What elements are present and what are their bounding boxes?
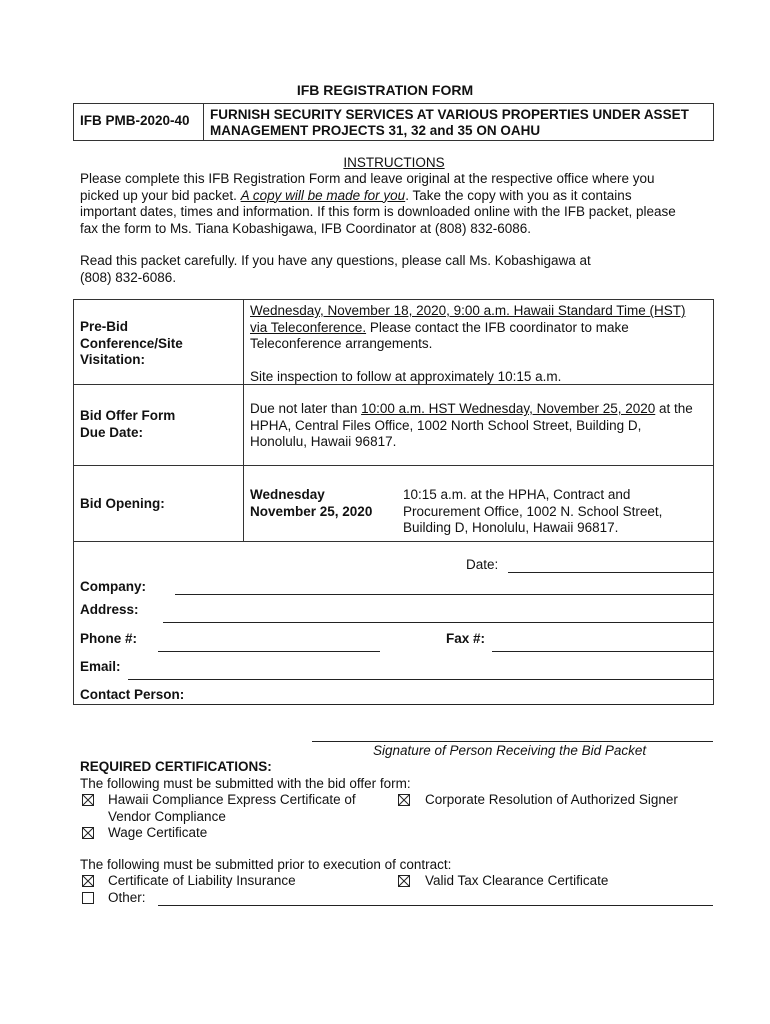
with-bid-intro: The following must be submitted with the bid offer form: <box>80 776 411 791</box>
check-x-icon <box>83 876 93 886</box>
other-label: Other: <box>108 890 146 905</box>
copy-note: A copy will be made for you <box>240 187 406 203</box>
corporate-resolution-label: Corporate Resolution of Authorized Signer <box>425 792 678 807</box>
signature-caption: Signature of Person Receiving the Bid Packet <box>373 743 647 758</box>
phone-label: Phone #: <box>80 631 138 646</box>
check-x-icon <box>83 828 93 838</box>
fax-field[interactable] <box>492 651 713 652</box>
check-x-icon <box>399 876 409 886</box>
email-label: Email: <box>80 659 121 674</box>
due-line1 <box>250 401 693 418</box>
checkbox-wage-certificate[interactable] <box>82 827 94 839</box>
due-line3: Honolulu, Hawaii 96817. <box>250 434 397 449</box>
contact-person-field[interactable] <box>190 704 713 705</box>
opening-line3: Building D, Honolulu, Hawaii 96817. <box>403 520 619 535</box>
schedule-divider <box>243 299 244 541</box>
due-deadline: 10:00 a.m. HST Wednesday, November 25, 2020 <box>361 401 656 416</box>
date-field[interactable] <box>508 572 713 573</box>
prebid-line3: Teleconference arrangements. <box>250 336 433 351</box>
opening-line2: Procurement Office, 1002 N. School Street, <box>403 503 663 519</box>
email-field[interactable] <box>128 679 713 680</box>
signature-line[interactable] <box>312 741 713 742</box>
prebid-label-2: Conference/Site <box>80 335 183 351</box>
checkbox-liability-insurance[interactable] <box>82 875 94 887</box>
prebid-label-1: Pre-Bid <box>80 319 129 334</box>
due-date-details <box>250 401 693 451</box>
opening-day: Wednesday <box>250 487 325 502</box>
schedule-row-sep-2 <box>73 465 714 466</box>
prebid-details <box>250 303 685 385</box>
company-label: Company: <box>80 579 147 594</box>
wage-certificate-label: Wage Certificate <box>108 825 208 840</box>
date-label: Date: <box>466 557 499 572</box>
instructions-heading: INSTRUCTIONS <box>343 155 445 170</box>
fax-label: Fax #: <box>446 631 486 646</box>
company-field[interactable] <box>175 594 713 595</box>
prebid-line2 <box>250 320 685 337</box>
checkbox-other[interactable] <box>82 892 94 904</box>
check-x-icon <box>399 795 409 805</box>
check-x-icon <box>83 795 93 805</box>
checkbox-corporate-resolution[interactable] <box>398 794 410 806</box>
instructions-p1-line2-a: picked up your bid packet. <box>80 187 241 203</box>
prebid-line1: Wednesday, November 18, 2020, 9:00 a.m. Hawaii Standard Time (HST) <box>250 303 686 318</box>
prior-intro: The following must be submitted prior to execution of contract: <box>80 857 452 872</box>
bid-opening-details <box>403 487 662 537</box>
prebid-label <box>80 319 183 369</box>
instructions-p1-line4: fax the form to Ms. Tiana Kobashigawa, IFB Coordinator at (808) 832-6086. <box>80 220 531 236</box>
instructions-p2-line1: Read this packet carefully. If you have any questions, please call Ms. Kobashigawa at <box>80 253 591 268</box>
prebid-teleconference: via Teleconference. <box>250 319 367 335</box>
instructions-paragraph-2 <box>80 253 720 286</box>
other-field[interactable] <box>158 905 713 906</box>
hce-certificate-label <box>108 792 356 825</box>
instructions-p1-line3: important dates, times and information. If this form is downloaded online with the IFB packet, please <box>80 204 676 219</box>
instructions-p1-line2-c: . Take the copy with you as it contains <box>405 187 632 203</box>
ifb-header-divider <box>203 103 204 141</box>
address-field[interactable] <box>163 622 713 623</box>
tax-clearance-label: Valid Tax Clearance Certificate <box>425 873 609 888</box>
instructions-p1-line1: Please complete this IFB Registration Form and leave original at the respective office where you <box>80 171 655 186</box>
due-line1-a: Due not later than <box>250 401 362 416</box>
form-title: IFB REGISTRATION FORM <box>296 82 474 98</box>
hce-label-1: Hawaii Compliance Express Certificate of <box>108 792 356 807</box>
opening-line1: 10:15 a.m. at the HPHA, Contract and <box>403 487 631 502</box>
instructions-p2-line2: (808) 832-6086. <box>80 269 177 285</box>
schedule-row-sep-3 <box>73 541 714 542</box>
certifications-heading: REQUIRED CERTIFICATIONS: <box>80 759 272 774</box>
instructions-p1-line2 <box>80 188 720 205</box>
due-label-2: Due Date: <box>80 424 144 440</box>
address-label: Address: <box>80 602 139 617</box>
prebid-line2-b: Please contact the IFB coordinator to make <box>366 319 629 335</box>
bid-opening-date <box>250 487 372 520</box>
liability-insurance-label: Certificate of Liability Insurance <box>108 873 296 888</box>
ifb-number: IFB PMB-2020-40 <box>80 113 190 128</box>
phone-field[interactable] <box>158 651 380 652</box>
bid-opening-label: Bid Opening: <box>80 496 165 511</box>
contact-person-label: Contact Person: <box>80 687 185 702</box>
due-date-label <box>80 408 175 441</box>
prebid-line4: Site inspection to follow at approximately 10:15 a.m. <box>250 368 562 384</box>
due-line1-c: at the <box>655 401 693 416</box>
checkbox-tax-clearance[interactable] <box>398 875 410 887</box>
hce-label-2: Vendor Compliance <box>108 808 226 824</box>
checkbox-hce-certificate[interactable] <box>82 794 94 806</box>
ifb-title-line1: FURNISH SECURITY SERVICES AT VARIOUS PROPERTIES UNDER ASSET <box>210 107 689 122</box>
due-line2: HPHA, Central Files Office, 1002 North School Street, Building D, <box>250 417 642 433</box>
ifb-title-line2: MANAGEMENT PROJECTS 31, 32 and 35 ON OAHU <box>210 123 541 138</box>
due-label-1: Bid Offer Form <box>80 408 176 423</box>
prebid-label-3: Visitation: <box>80 352 146 367</box>
opening-date: November 25, 2020 <box>250 503 373 519</box>
instructions-paragraph-1 <box>80 171 720 237</box>
